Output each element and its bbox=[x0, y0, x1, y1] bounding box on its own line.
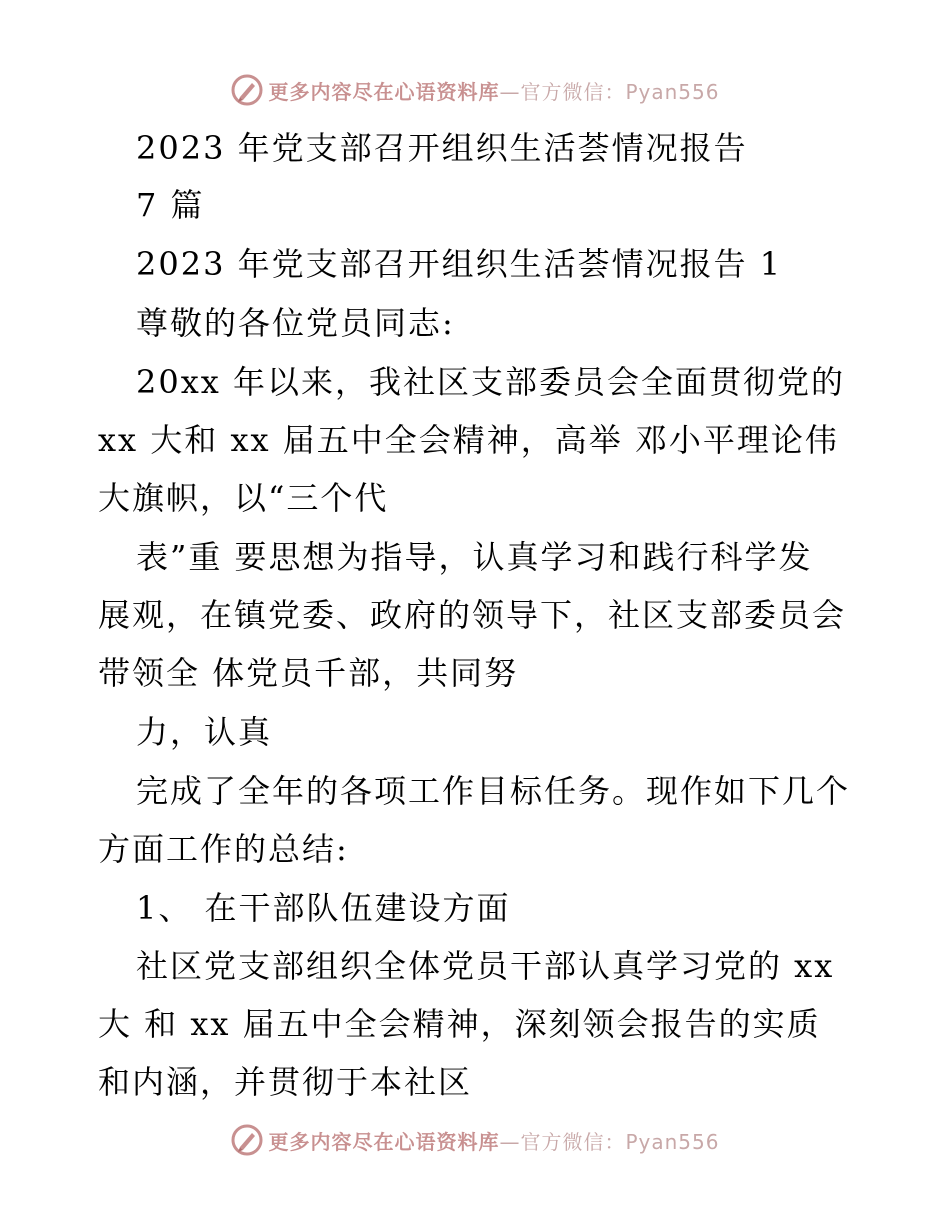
watermark-tail: 官方微信：Pyan556 bbox=[520, 1129, 720, 1154]
doc-paragraph-line: 社区党支部组织全体党员干部认真学习党的 xx bbox=[136, 947, 835, 985]
doc-subtitle: 2023 年党支部召开组织生活荟情况报告 1 bbox=[136, 245, 783, 283]
doc-salutation: 尊敬的各位党员同志: bbox=[136, 304, 455, 342]
watermark-tail: 官方微信：Pyan556 bbox=[520, 79, 720, 104]
doc-paragraph-line: 完成了全年的各项工作目标任务。现作如下几个 bbox=[136, 772, 851, 810]
watermark-sep: — bbox=[499, 79, 521, 104]
watermark-sep: — bbox=[499, 1129, 521, 1154]
doc-paragraph-line: 力，认真 bbox=[136, 713, 273, 751]
doc-paragraph-line: xx 大和 xx 届五中全会精神，高举 邓小平理论伟 bbox=[98, 421, 839, 459]
doc-paragraph-line: 20xx 年以来，我社区支部委员会全面贯彻党的 bbox=[136, 363, 845, 401]
doc-paragraph-line: 和内涵，并贯彻于本社区 bbox=[98, 1063, 473, 1101]
doc-paragraph-line: 方面工作的总结: bbox=[98, 830, 349, 868]
watermark-main: 更多内容尽在心语资料库 bbox=[268, 79, 500, 104]
doc-title-line-2: 7 篇 bbox=[136, 186, 205, 224]
doc-paragraph-line: 表”重 要思想为指导，认真学习和践行科学发 bbox=[136, 538, 813, 576]
watermark-main: 更多内容尽在心语资料库 bbox=[268, 1129, 500, 1154]
watermark-text bbox=[268, 1126, 719, 1155]
doc-paragraph-line: 带领全 体党员千部，共同努 bbox=[98, 654, 519, 692]
pen-logo-icon bbox=[230, 1123, 264, 1157]
doc-title-line-1: 2023 年党支部召开组织生活荟情况报告 bbox=[136, 129, 748, 167]
watermark-footer bbox=[0, 1120, 950, 1160]
doc-paragraph-line: 大旗帜，以“三个代 bbox=[98, 479, 389, 517]
doc-paragraph-line: 大 和 xx 届五中全会精神，深刻领会报告的实质 bbox=[98, 1005, 821, 1043]
doc-section-heading: 1、 在干部队伍建设方面 bbox=[136, 889, 511, 927]
doc-paragraph-line: 展观，在镇党委、政府的领导下，社区支部委员会 bbox=[98, 596, 847, 634]
